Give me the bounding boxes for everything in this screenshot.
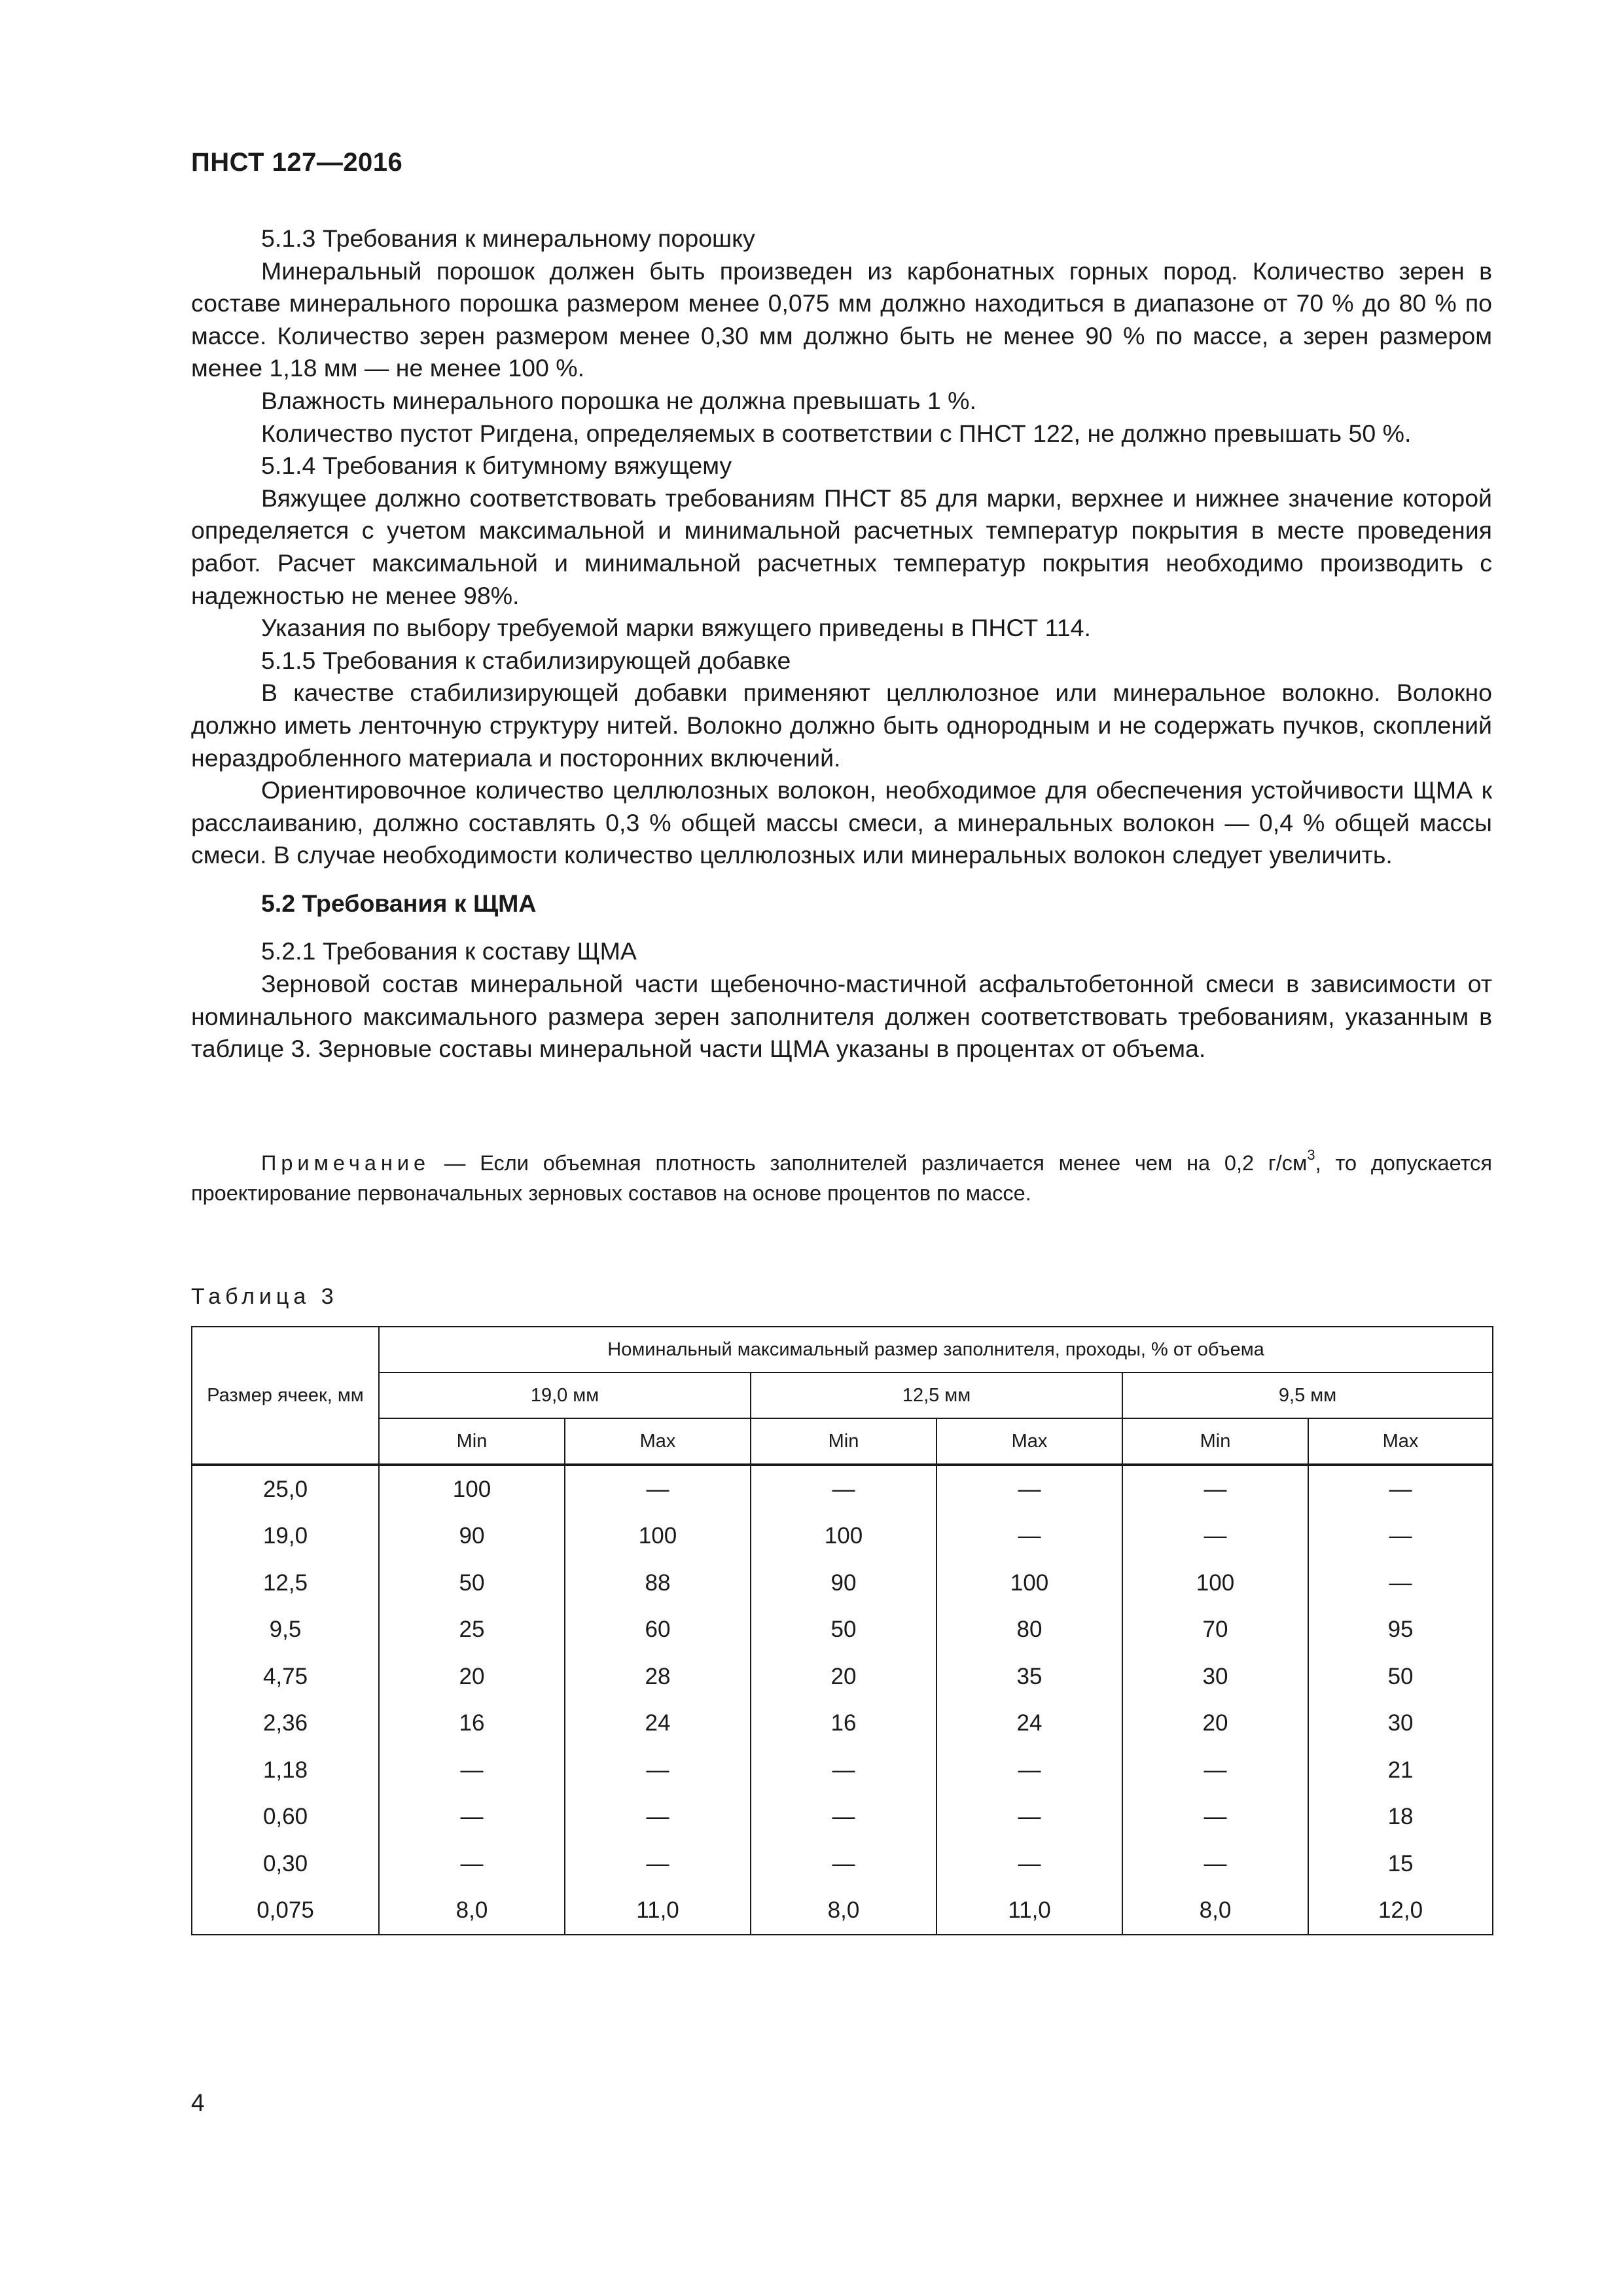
table-cell: 100: [936, 1560, 1122, 1607]
table-cell: 1,18: [192, 1747, 379, 1794]
table-cell: 12,0: [1308, 1888, 1493, 1935]
note-text-continued: , то допускается проектирование первоначальных зерновых составов на основе процентов по массе.: [191, 1151, 1492, 1205]
table-cell: 4,75: [192, 1653, 379, 1700]
table-cell: 16: [379, 1700, 565, 1748]
table-cell: 11,0: [565, 1888, 751, 1935]
table-cell: 30: [1122, 1653, 1308, 1700]
note-superscript: 3: [1307, 1147, 1315, 1164]
sieve-table: [191, 1326, 1493, 1935]
table-cell: —: [565, 1794, 751, 1841]
table-cell: —: [1308, 1560, 1493, 1607]
min-header: Min: [751, 1418, 936, 1465]
paragraph: Ориентировочное количество целлюлозных волокон, необходимое для обеспечения устойчивости ЩМА к расслаиванию, должно составлять 0,3 % общей массы смеси, а минеральных волокон — 0,4 % общей массы смеси. В случае необходимости количество целлюлозных или минеральных волокон следует увеличить.: [191, 776, 1492, 869]
table-cell: 25,0: [192, 1465, 379, 1513]
table-cell: —: [751, 1794, 936, 1841]
table-caption: Таблица 3: [191, 1284, 338, 1309]
table-cell: 50: [1308, 1653, 1493, 1700]
table-row: [192, 1607, 1493, 1654]
table-cell: 12,5: [192, 1560, 379, 1607]
table-body: [192, 1465, 1493, 1935]
note-label: Примечание: [261, 1151, 431, 1175]
size-header-12-5: 12,5 мм: [751, 1372, 1122, 1418]
document-header: ПНСТ 127—2016: [191, 148, 403, 177]
paragraph: Количество пустот Ригдена, определяемых в соответствии с ПНСТ 122, не должно превышать 50 %.: [261, 419, 1412, 447]
paragraph: Зерновой состав минеральной части щебеночно-мастичной асфальтобетонной смеси в зависимости от номинального максимального размера зерен заполнителя должен соответствовать требованиям, указанным в таблице 3. Зерновые составы минеральной части ЩМА указаны в процентах от объема.: [191, 970, 1492, 1063]
table-row: [192, 1840, 1493, 1888]
table-cell: —: [1122, 1794, 1308, 1841]
size-header-19: 19,0 мм: [379, 1372, 751, 1418]
table-cell: —: [565, 1747, 751, 1794]
table-row: [192, 1794, 1493, 1841]
table-cell: —: [936, 1513, 1122, 1560]
table-cell: 15: [1308, 1840, 1493, 1888]
table-cell: —: [936, 1840, 1122, 1888]
table-cell: 0,60: [192, 1794, 379, 1841]
table-cell: 9,5: [192, 1607, 379, 1654]
table-row: [192, 1747, 1493, 1794]
table-cell: —: [1122, 1513, 1308, 1560]
paragraph: Минеральный порошок должен быть произведен из карбонатных горных пород. Количество зерен в составе минерального порошка размером менее 0,075 мм должно находиться в диапазоне от 70 % до 80 % по массе. Количество зерен размером менее 0,30 мм должно быть не менее 90 % по массе, а зерен размером менее 1,18 мм — не менее 100 %.: [191, 257, 1492, 382]
max-header: Max: [1308, 1418, 1493, 1465]
table-cell: 19,0: [192, 1513, 379, 1560]
table-cell: —: [379, 1794, 565, 1841]
body-text: [191, 223, 1492, 1066]
max-header: Max: [565, 1418, 751, 1465]
table-cell: 20: [379, 1653, 565, 1700]
table-row: [192, 1560, 1493, 1607]
paragraph: Вяжущее должно соответствовать требованиям ПНСТ 85 для марки, верхнее и нижнее значение которой определяется с учетом максимальной и минимальной расчетных температур покрытия в месте проведения работ. Расчет максимальной и минимальной расчетных температур покрытия необходимо производить с надежностью не менее 98%.: [191, 484, 1492, 609]
table-row: [192, 1653, 1493, 1700]
table-cell: —: [751, 1465, 936, 1513]
table-cell: 16: [751, 1700, 936, 1748]
table-cell: —: [379, 1840, 565, 1888]
table-cell: 24: [565, 1700, 751, 1748]
table-cell: —: [751, 1747, 936, 1794]
table-cell: —: [1308, 1465, 1493, 1513]
table-cell: —: [936, 1794, 1122, 1841]
table-cell: 50: [751, 1607, 936, 1654]
paragraph: В качестве стабилизирующей добавки применяют целлюлозное или минеральное волокно. Волокно должно иметь ленточную структуру нитей. Волокно должно быть однородным и не содержать пучков, скоплений нераздробленного материала и посторонних включений.: [191, 679, 1492, 772]
subsection-heading-5-2-1: 5.2.1 Требования к составу ЩМА: [261, 937, 637, 965]
table-cell: 100: [379, 1465, 565, 1513]
table-cell: 50: [379, 1560, 565, 1607]
table-cell: 95: [1308, 1607, 1493, 1654]
subsection-heading-5-1-3: 5.1.3 Требования к минеральному порошку: [261, 224, 755, 252]
sieve-table-container: [191, 1326, 1492, 1935]
table-cell: 35: [936, 1653, 1122, 1700]
table-cell: —: [751, 1840, 936, 1888]
table-cell: 80: [936, 1607, 1122, 1654]
table-row: [192, 1465, 1493, 1513]
table-cell: 0,30: [192, 1840, 379, 1888]
table-cell: 20: [1122, 1700, 1308, 1748]
table-row: [192, 1888, 1493, 1935]
row-header-cell: Размер ячеек, мм: [192, 1327, 379, 1465]
table-cell: 8,0: [751, 1888, 936, 1935]
table-cell: —: [565, 1840, 751, 1888]
paragraph: Указания по выбору требуемой марки вяжущего приведены в ПНСТ 114.: [261, 614, 1091, 642]
size-header-9-5: 9,5 мм: [1122, 1372, 1493, 1418]
table-cell: —: [565, 1465, 751, 1513]
table-cell: —: [936, 1465, 1122, 1513]
page-number: 4: [191, 2089, 205, 2116]
section-heading-5-2: 5.2 Требования к ЩМА: [261, 889, 537, 917]
table-cell: —: [1122, 1465, 1308, 1513]
table-cell: 100: [751, 1513, 936, 1560]
subsection-heading-5-1-5: 5.1.5 Требования к стабилизирующей добавке: [261, 646, 791, 674]
table-cell: 8,0: [379, 1888, 565, 1935]
table-cell: 8,0: [1122, 1888, 1308, 1935]
table-cell: 100: [1122, 1560, 1308, 1607]
table-cell: —: [936, 1747, 1122, 1794]
subsection-heading-5-1-4: 5.1.4 Требования к битумному вяжущему: [261, 452, 732, 480]
table-cell: 90: [751, 1560, 936, 1607]
table-row: [192, 1700, 1493, 1748]
table-cell: 100: [565, 1513, 751, 1560]
max-header: Max: [936, 1418, 1122, 1465]
table-row: [192, 1513, 1493, 1560]
table-cell: 20: [751, 1653, 936, 1700]
table-cell: 60: [565, 1607, 751, 1654]
table-cell: 24: [936, 1700, 1122, 1748]
table-cell: 28: [565, 1653, 751, 1700]
table-cell: 21: [1308, 1747, 1493, 1794]
min-header: Min: [379, 1418, 565, 1465]
table-cell: 70: [1122, 1607, 1308, 1654]
group-header-cell: Номинальный максимальный размер заполнителя, проходы, % от объема: [379, 1327, 1493, 1372]
table-cell: 2,36: [192, 1700, 379, 1748]
paragraph: Влажность минерального порошка не должна превышать 1 %.: [261, 386, 976, 414]
table-cell: 0,075: [192, 1888, 379, 1935]
table-cell: 25: [379, 1607, 565, 1654]
table-cell: —: [1122, 1747, 1308, 1794]
table-cell: 18: [1308, 1794, 1493, 1841]
table-cell: 11,0: [936, 1888, 1122, 1935]
table-cell: —: [379, 1747, 565, 1794]
table-cell: —: [1122, 1840, 1308, 1888]
table-cell: 90: [379, 1513, 565, 1560]
note: [191, 1148, 1492, 1208]
table-cell: 30: [1308, 1700, 1493, 1748]
table-cell: 88: [565, 1560, 751, 1607]
table-cell: —: [1308, 1513, 1493, 1560]
note-text: — Если объемная плотность заполнителей различается менее чем на 0,2 г/см: [430, 1151, 1308, 1175]
min-header: Min: [1122, 1418, 1308, 1465]
